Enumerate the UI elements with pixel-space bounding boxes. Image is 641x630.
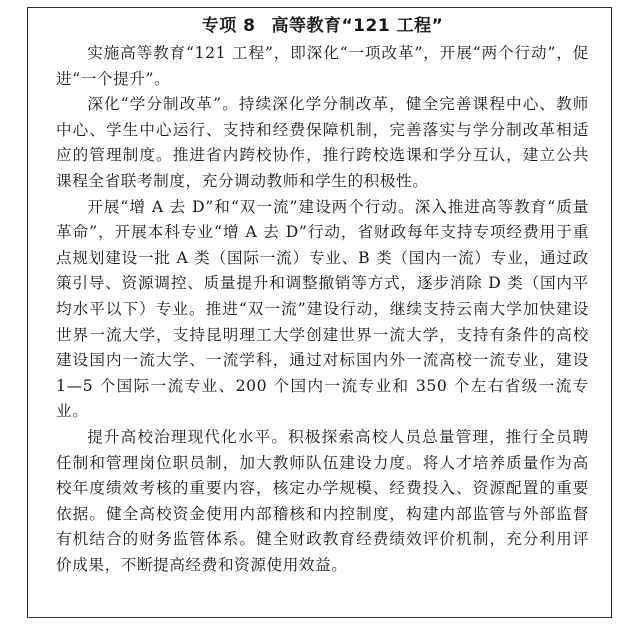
title-label: 专项 8 bbox=[201, 16, 256, 36]
paragraph-intro: 实施高等教育“121 工程”，即深化“一项改革”，开展“两个行动”，促进“一个提升”。 bbox=[56, 44, 589, 88]
paragraph-credit-reform: 深化“学分制改革”。持续深化学分制改革，健全完善课程中心、教师中心、学生中心运行、支持和经费保障机制，完善落实与学分制改革相适应的管理制度。推进省内跨校协作，推行跨校选课和学分互认，建立公共课程全省联考制度，充分调动教师和学生的积极性。 bbox=[56, 95, 589, 190]
title-text: 高等教育“121 工程” bbox=[271, 16, 444, 36]
special-project-box bbox=[27, 7, 612, 618]
paragraph-governance: 提升高校治理现代化水平。积极探索高校人员总量管理，推行全员聘任制和管理岗位职员制，加大教师队伍建设力度。将人才培养质量作为高校年度绩效考核的重要内容，核定办学规模、经费投入、资源配置的重要依据。健全高校资金使用内部稽核和内控制度，构建内部监管与外部监督有机结合的财务监管体系。健全财政教育经费绩效评价机制，充分利用评价成果，不断提高经费和资源使用效益。 bbox=[56, 427, 589, 574]
paragraph-two-actions: 开展“增 A 去 D”和“双一流”建设两个行动。深入推进高等教育“质量革命”，开展本科专业“增 A 去 D”行动，省财政每年支持专项经费用于重点规划建设一批 A 类（国际一流）专业、B 类（国内一流）专业，通过政策引导、资源调控、质量提升和调整撤销等方式，逐步消除 D 类（国内平均水平以下）专业。推进“双一流”建设行动，继续支持云南大学加快建设世界一流大学，支持昆明理工大学创建世界一流大学，支持有条件的高校建设国内一流大学、一流学科，通过对标国内外一流高校一流专业，建设 1—5 个国际一流专业、200 个国内一流专业和 350 个左右省级一流专业。 bbox=[56, 197, 589, 421]
box-title bbox=[56, 14, 589, 38]
